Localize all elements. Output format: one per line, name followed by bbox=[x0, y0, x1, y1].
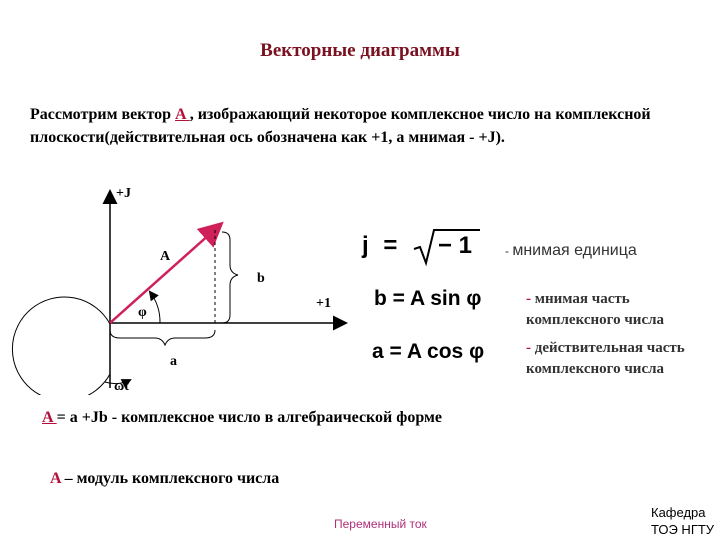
b-label: b bbox=[257, 271, 265, 286]
footer-dept-line2: ТОЭ НГТУ bbox=[651, 522, 715, 537]
modulus-a: A bbox=[50, 470, 61, 487]
modulus-text: – модуль комплексного числа bbox=[60, 470, 280, 487]
formula-a: a = A cos φ bbox=[372, 340, 485, 363]
formula-j-desc-wrap bbox=[505, 242, 637, 260]
intro-paragraph bbox=[30, 103, 700, 149]
brace-a bbox=[110, 330, 215, 345]
formula-b: b = A sin φ bbox=[374, 287, 482, 310]
phi-arc bbox=[150, 292, 160, 323]
footer-department bbox=[651, 504, 714, 538]
formula-j-eq: = bbox=[383, 232, 398, 259]
intro-text-2: , изображающий некоторое комплексное число на комплексной плоскости(действительная ось обозначена как +1, а мнимая - +J). bbox=[30, 106, 651, 146]
footer-subject: Переменный ток bbox=[334, 517, 427, 531]
page-title: Векторные диаграммы bbox=[260, 40, 460, 61]
axis-real-label: +1 bbox=[316, 296, 331, 311]
formula-b-desc: мнимая часть комплексного числа bbox=[526, 291, 665, 328]
formula-j bbox=[362, 232, 397, 260]
modulus-line bbox=[50, 470, 279, 488]
brace-b bbox=[222, 232, 238, 323]
vector-diagram bbox=[0, 180, 360, 395]
formula-j-dash: - bbox=[505, 244, 513, 258]
rotation-circle bbox=[12, 297, 110, 395]
formula-a-dash: - bbox=[526, 340, 535, 356]
algebraic-form bbox=[42, 409, 442, 427]
formula-b-desc-wrap bbox=[526, 289, 706, 331]
vector-a bbox=[110, 225, 220, 323]
omega-label: ωt bbox=[114, 379, 129, 394]
intro-vector: A bbox=[175, 106, 190, 123]
algebraic-text: = a +Jb - комплексное число в алгебраической форме bbox=[56, 409, 442, 426]
formula-a-desc-wrap bbox=[526, 338, 706, 380]
formula-a-desc: действительная часть комплексного числа bbox=[526, 340, 685, 377]
a-label: a bbox=[170, 354, 177, 369]
vector-label: A bbox=[160, 249, 171, 264]
formula-j-desc: мнимая единица bbox=[512, 242, 637, 259]
intro-text-1: Рассмотрим вектор bbox=[30, 106, 176, 123]
phi-label: φ bbox=[138, 305, 147, 320]
formula-b-dash: - bbox=[526, 291, 535, 307]
axis-imag-label: +J bbox=[116, 186, 131, 201]
formula-j-lhs: j bbox=[362, 232, 369, 259]
footer-dept-line1: Кафедра bbox=[651, 505, 706, 520]
formula-j-rhs: − 1 bbox=[438, 232, 473, 259]
algebraic-vector: A bbox=[42, 409, 57, 426]
